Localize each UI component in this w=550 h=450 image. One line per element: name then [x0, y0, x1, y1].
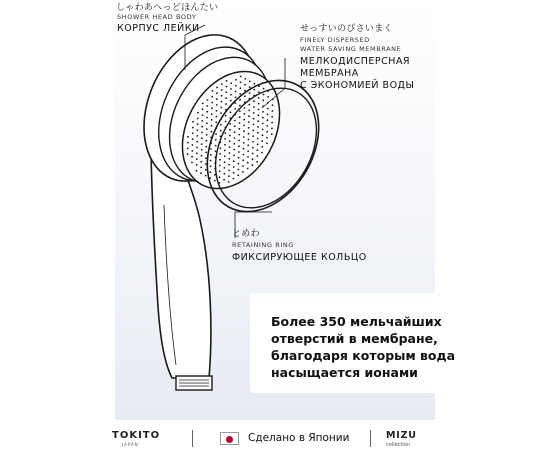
membrane-hole	[271, 127, 273, 129]
body-label-jp: しゃわあへっどほんたい	[116, 3, 219, 13]
membrane-hole	[266, 137, 268, 139]
membrane-hole	[229, 123, 231, 125]
membrane-hole	[256, 155, 258, 157]
membrane-hole	[257, 138, 259, 140]
membrane-hole	[209, 171, 211, 173]
membrane-hole	[229, 140, 231, 142]
membrane-hole	[271, 122, 273, 124]
membrane-hole	[234, 102, 236, 104]
membrane-hole	[205, 157, 207, 159]
membrane-hole	[219, 159, 221, 161]
membrane-hole	[233, 155, 235, 157]
membrane-hole	[239, 128, 241, 130]
info-box	[250, 293, 466, 393]
membrane-hole	[243, 148, 245, 150]
membrane-hole	[224, 150, 226, 152]
membrane-hole	[211, 119, 213, 121]
body-label-ru: КОРПУС ЛЕЙКИ	[117, 23, 200, 34]
membrane-hole	[200, 172, 202, 174]
membrane-hole	[233, 160, 235, 162]
membrane-hole	[220, 130, 222, 132]
membrane-hole	[271, 133, 273, 135]
membrane-hole	[239, 105, 241, 107]
membrane-hole	[266, 125, 268, 127]
membrane-hole	[196, 164, 198, 166]
membrane-hole	[266, 143, 268, 145]
membrane-hole	[196, 141, 198, 143]
membrane-hole	[248, 133, 250, 135]
membrane-hole	[247, 144, 249, 146]
membrane-hole	[212, 90, 214, 92]
membrane-hole	[235, 79, 237, 81]
membrane-hole	[210, 160, 212, 162]
membrane-hole	[197, 118, 199, 120]
membrane-hole	[228, 158, 230, 160]
membrane-hole	[216, 87, 218, 89]
membrane-hole	[202, 108, 204, 110]
membrane-hole	[233, 143, 235, 145]
membrane-hole	[221, 95, 223, 97]
membrane-hole	[267, 108, 269, 110]
membrane-hole	[191, 156, 193, 158]
membrane-hole	[187, 153, 189, 155]
membrane-hole	[242, 171, 244, 173]
membrane-hole	[192, 144, 194, 146]
membrane-hole	[197, 129, 199, 131]
info-line-4: насыщается ионами	[271, 365, 418, 380]
membrane-hole	[201, 137, 203, 139]
brand-logo-tokito: TOKITO	[112, 430, 161, 441]
membrane-hole	[225, 92, 227, 94]
membrane-hole	[244, 95, 246, 97]
membrane-hole	[258, 97, 260, 99]
membrane-label-en-1: FINELY DISPERSED	[300, 36, 370, 44]
membrane-hole	[219, 170, 221, 172]
membrane-hole	[257, 114, 259, 116]
membrane-hole	[267, 119, 269, 121]
membrane-hole	[244, 84, 246, 86]
info-text	[271, 313, 471, 381]
membrane-hole	[262, 129, 264, 131]
membrane-hole	[230, 111, 232, 113]
membrane-hole	[247, 156, 249, 158]
membrane-hole	[247, 162, 249, 164]
membrane-hole	[248, 139, 250, 141]
membrane-hole	[262, 123, 264, 125]
membrane-hole	[228, 170, 230, 172]
membrane-hole	[230, 88, 232, 90]
membrane-hole	[257, 144, 259, 146]
membrane-hole	[226, 86, 228, 88]
membrane-hole	[207, 105, 209, 107]
membrane-hole	[202, 103, 204, 105]
membrane-hole	[219, 165, 221, 167]
membrane-hole	[197, 112, 199, 114]
membrane-hole	[205, 175, 207, 177]
membrane-hole	[247, 150, 249, 152]
membrane-hole	[224, 144, 226, 146]
membrane-hole	[257, 132, 259, 134]
membrane-label-ru-1: МЕЛКОДИСПЕРСНАЯ	[300, 56, 410, 67]
membrane-hole	[228, 164, 230, 166]
membrane-hole	[240, 87, 242, 89]
membrane-hole	[267, 114, 269, 116]
membrane-hole	[206, 111, 208, 113]
membrane-hole	[272, 104, 274, 106]
membrane-hole	[235, 96, 237, 98]
handle-outline	[151, 152, 211, 378]
membrane-hole	[253, 124, 255, 126]
membrane-hole	[271, 116, 273, 118]
membrane-hole	[243, 136, 245, 138]
footer-divider	[192, 430, 193, 447]
membrane-hole	[192, 138, 194, 140]
membrane-hole	[248, 127, 250, 129]
membrane-hole	[237, 169, 239, 171]
membrane-hole	[219, 147, 221, 149]
hose-connector	[176, 376, 212, 390]
membrane-hole	[243, 125, 245, 127]
membrane-hole	[233, 172, 235, 174]
membrane-hole	[240, 81, 242, 83]
membrane-hole	[224, 167, 226, 169]
membrane-hole	[229, 146, 231, 148]
membrane-hole	[192, 121, 194, 123]
membrane-hole	[216, 104, 218, 106]
membrane-hole	[214, 180, 216, 182]
membrane-hole	[262, 134, 264, 136]
membrane-hole	[263, 88, 265, 90]
membrane-hole	[219, 153, 221, 155]
membrane-hole	[206, 134, 208, 136]
membrane-hole	[242, 165, 244, 167]
membrane-hole	[239, 122, 241, 124]
membrane-hole	[206, 128, 208, 130]
membrane-hole	[192, 127, 194, 129]
membrane-hole	[248, 115, 250, 117]
membrane-hole	[257, 126, 259, 128]
membrane-hole	[239, 99, 241, 101]
membrane-hole	[238, 145, 240, 147]
membrane-hole	[261, 152, 263, 154]
membrane-hole	[272, 110, 274, 112]
membrane-hole	[200, 167, 202, 169]
membrane-hole	[233, 149, 235, 151]
info-line-3: благодаря которым вода	[271, 348, 456, 363]
membrane-hole	[187, 148, 189, 150]
membrane-hole	[238, 140, 240, 142]
membrane-hole	[238, 163, 240, 165]
membrane-hole	[252, 129, 254, 131]
membrane-hole	[224, 155, 226, 157]
footer-divider	[370, 430, 371, 447]
membrane-hole	[234, 131, 236, 133]
membrane-hole	[239, 110, 241, 112]
membrane-hole	[211, 96, 213, 98]
membrane-hole	[230, 94, 232, 96]
membrane-hole	[205, 146, 207, 148]
membrane-hole	[187, 136, 189, 138]
membrane-hole	[220, 107, 222, 109]
membrane-hole	[249, 81, 251, 83]
membrane-hole	[197, 123, 199, 125]
membrane-hole	[261, 146, 263, 148]
membrane-hole	[224, 132, 226, 134]
membrane-hole	[254, 83, 256, 85]
membrane-hole	[249, 86, 251, 88]
membrane-hole	[258, 103, 260, 105]
membrane-hole	[225, 115, 227, 117]
membrane-hole	[211, 102, 213, 104]
membrane-hole	[253, 112, 255, 114]
membrane-hole	[216, 98, 218, 100]
membrane-hole	[225, 97, 227, 99]
membrane-hole	[252, 141, 254, 143]
membrane-hole	[196, 147, 198, 149]
membrane-hole	[206, 117, 208, 119]
membrane-hole	[248, 110, 250, 112]
membrane-hole	[210, 166, 212, 168]
membrane-hole	[258, 91, 260, 93]
membrane-hole	[225, 103, 227, 105]
membrane-hole	[239, 116, 241, 118]
membrane-hole	[216, 116, 218, 118]
membrane-hole	[196, 135, 198, 137]
membrane-hole	[243, 119, 245, 121]
membrane-hole	[211, 125, 213, 127]
ring-label-en: RETAINING RING	[232, 241, 294, 249]
membrane-hole	[266, 131, 268, 133]
membrane-hole	[257, 120, 259, 122]
membrane-hole	[239, 93, 241, 95]
membrane-hole	[201, 143, 203, 145]
membrane-hole	[229, 152, 231, 154]
membrane-hole	[201, 155, 203, 157]
membrane-label-ru-3: С ЭКОНОМИЕЙ ВОДЫ	[300, 80, 415, 91]
japan-flag-icon	[220, 432, 239, 445]
membrane-hole	[223, 179, 225, 181]
membrane-hole	[224, 161, 226, 163]
membrane-hole	[235, 91, 237, 93]
membrane-hole	[262, 99, 264, 101]
membrane-label-ru-2: МЕМБРАНА	[300, 68, 359, 79]
membrane-hole	[229, 135, 231, 137]
membrane-hole	[201, 149, 203, 151]
membrane-hole	[210, 154, 212, 156]
membrane-hole	[206, 140, 208, 142]
info-line-2: отверстий в мембране,	[271, 331, 438, 346]
membrane-hole	[225, 121, 227, 123]
membrane-hole	[210, 148, 212, 150]
membrane-hole	[220, 112, 222, 114]
membrane-hole	[243, 130, 245, 132]
membrane-label-en-2: WATER SAVING MEMBRANE	[300, 45, 402, 53]
membrane-hole	[234, 137, 236, 139]
membrane-hole	[215, 145, 217, 147]
membrane-hole	[235, 85, 237, 87]
membrane-hole	[252, 135, 254, 137]
membrane-hole	[234, 125, 236, 127]
membrane-hole	[202, 114, 204, 116]
membrane-hole	[215, 139, 217, 141]
membrane-hole	[196, 170, 198, 172]
membrane-hole	[216, 92, 218, 94]
membrane-hole	[234, 108, 236, 110]
membrane-hole	[205, 169, 207, 171]
membrane-hole	[201, 132, 203, 134]
footer	[0, 424, 550, 450]
membrane-hole	[257, 149, 259, 151]
membrane-hole	[234, 120, 236, 122]
membrane-hole	[238, 157, 240, 159]
membrane-hole	[267, 96, 269, 98]
membrane-hole	[252, 164, 254, 166]
membrane-hole	[215, 122, 217, 124]
membrane-hole	[262, 117, 264, 119]
membrane-hole	[215, 133, 217, 135]
membrane-hole	[228, 175, 230, 177]
membrane-hole	[223, 173, 225, 175]
membrane-hole	[253, 100, 255, 102]
body-label-en: SHOWER HEAD BODY	[117, 13, 197, 21]
membrane-hole	[221, 89, 223, 91]
membrane-hole	[196, 152, 198, 154]
brand-logo-mizu: MIZU	[386, 430, 417, 441]
membrane-hole	[221, 83, 223, 85]
membrane-hole	[252, 153, 254, 155]
membrane-hole	[244, 78, 246, 80]
membrane-hole	[248, 104, 250, 106]
membrane-hole	[248, 121, 250, 123]
membrane-hole	[233, 178, 235, 180]
membrane-hole	[253, 89, 255, 91]
membrane-hole	[253, 106, 255, 108]
membrane-hole	[262, 111, 264, 113]
membrane-hole	[238, 134, 240, 136]
membrane-hole	[192, 133, 194, 135]
membrane-hole	[247, 168, 249, 170]
brand-logo-tokito-sub: JAPAN	[122, 442, 139, 447]
membrane-hole	[207, 99, 209, 101]
membrane-hole	[201, 126, 203, 128]
membrane-hole	[244, 113, 246, 115]
membrane-hole	[261, 140, 263, 142]
membrane-hole	[187, 142, 189, 144]
membrane-hole	[249, 92, 251, 94]
membrane-hole	[252, 147, 254, 149]
membrane-hole	[242, 159, 244, 161]
membrane-hole	[220, 124, 222, 126]
info-line-1: Более 350 мельчайших	[271, 314, 442, 329]
membrane-hole	[221, 101, 223, 103]
ring-label-ru: ФИКСИРУЮЩЕЕ КОЛЬЦО	[232, 252, 367, 263]
membrane-hole	[211, 131, 213, 133]
membrane-hole	[228, 181, 230, 183]
membrane-hole	[211, 107, 213, 109]
membrane-hole	[224, 138, 226, 140]
ring-label-jp: とめわ	[232, 229, 260, 239]
membrane-hole	[216, 110, 218, 112]
membrane-hole	[191, 162, 193, 164]
membrane-hole	[240, 76, 242, 78]
membrane-hole	[196, 158, 198, 160]
membrane-hole	[230, 100, 232, 102]
membrane-hole	[200, 161, 202, 163]
membrane-hole	[252, 158, 254, 160]
membrane-hole	[226, 80, 228, 82]
membrane-hole	[243, 154, 245, 156]
membrane-hole	[256, 161, 258, 163]
membrane-hole	[201, 120, 203, 122]
membrane-hole	[263, 94, 265, 96]
membrane-hole	[230, 82, 232, 84]
membrane-hole	[243, 142, 245, 144]
membrane-hole	[206, 122, 208, 124]
membrane-hole	[237, 174, 239, 176]
membrane-hole	[238, 151, 240, 153]
made-in-label: Сделано в Японии	[248, 432, 350, 444]
membrane-label-jp: せっすいのびさいまく	[300, 24, 393, 34]
membrane-hole	[244, 107, 246, 109]
membrane-hole	[191, 150, 193, 152]
membrane-hole	[205, 152, 207, 154]
membrane-hole	[233, 166, 235, 168]
membrane-hole	[211, 113, 213, 115]
membrane-hole	[229, 129, 231, 131]
membrane-hole	[258, 109, 260, 111]
membrane-hole	[253, 118, 255, 120]
brand-logo-mizu-sub: collection	[386, 442, 410, 448]
membrane-hole	[219, 176, 221, 178]
